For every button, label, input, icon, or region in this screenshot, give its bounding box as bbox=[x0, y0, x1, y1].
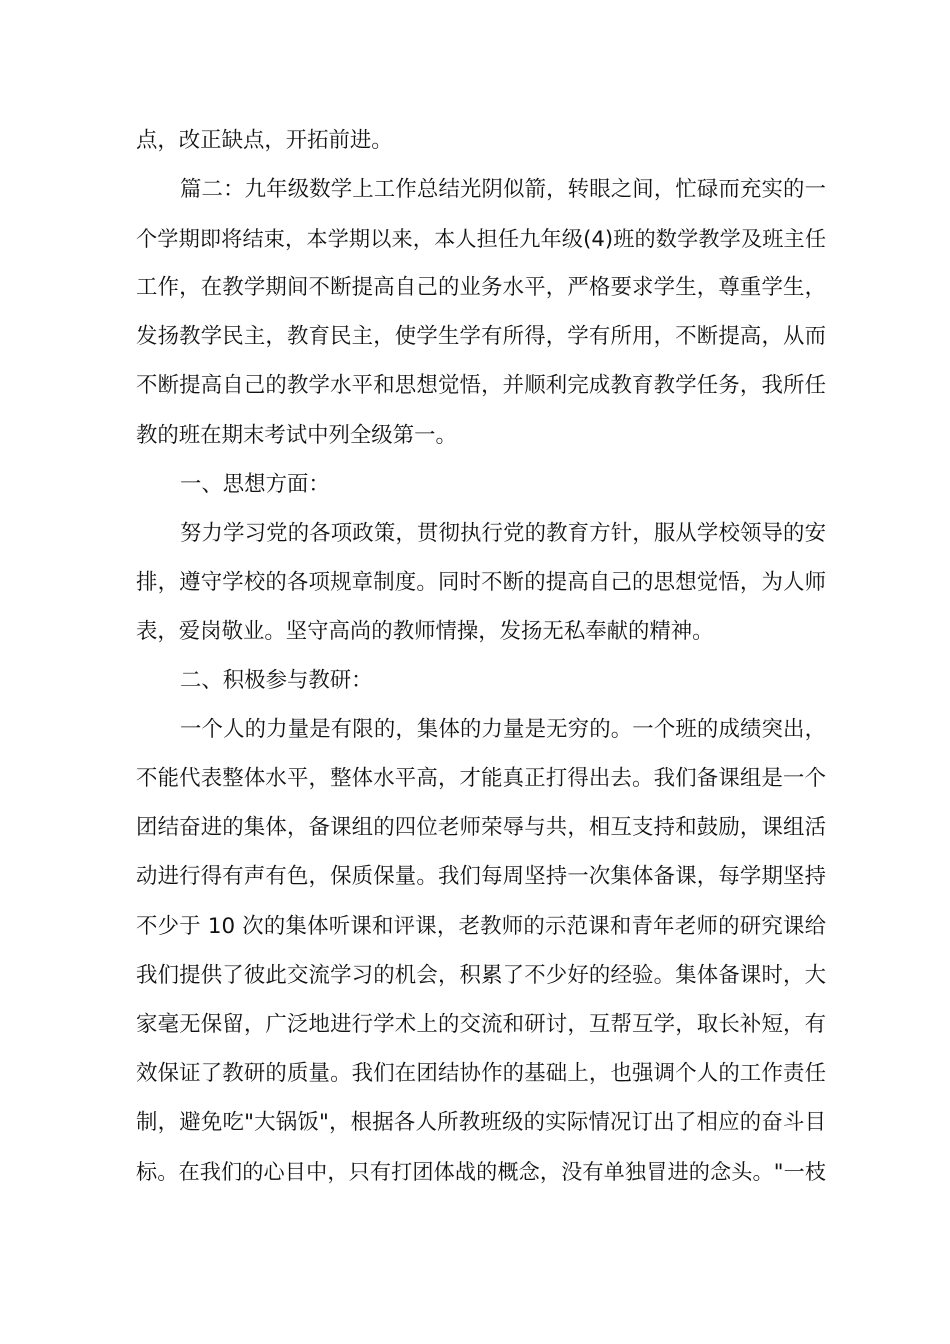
text-line: 个学期即将结束，本学期以来，本人担任九年级(4)班的数学教学及班主任 bbox=[136, 226, 826, 252]
text-line: 标。在我们的心目中，只有打团体战的概念，没有单独冒进的念头。"一枝 bbox=[136, 1158, 826, 1184]
text-line: 二、积极参与教研： bbox=[180, 668, 373, 694]
text-line: 工作，在教学期间不断提高自己的业务水平，严格要求学生，尊重学生， bbox=[136, 275, 826, 301]
text-line: 不能代表整体水平，整体水平高，才能真正打得出去。我们备课组是一个 bbox=[136, 766, 826, 792]
text-line: 不断提高自己的教学水平和思想觉悟，并顺利完成教育教学任务，我所任 bbox=[136, 373, 826, 399]
text-line: 表，爱岗敬业。坚守高尚的教师情操，发扬无私奉献的精神。 bbox=[136, 618, 714, 644]
document-body bbox=[136, 116, 826, 1196]
text-line: 篇二：九年级数学上工作总结光阴似箭，转眼之间，忙碌而充实的一 bbox=[180, 177, 826, 203]
text-line: 一个人的力量是有限的，集体的力量是无穷的。一个班的成绩突出， bbox=[180, 717, 826, 743]
text-line: 发扬教学民主，教育民主，使学生学有所得，学有所用，不断提高，从而 bbox=[136, 324, 826, 350]
text-line: 一、思想方面： bbox=[180, 471, 330, 497]
text-line: 团结奋进的集体，备课组的四位老师荣辱与共，相互支持和鼓励，课组活 bbox=[136, 815, 826, 841]
text-line: 我们提供了彼此交流学习的机会，积累了不少好的经验。集体备课时，大 bbox=[136, 962, 826, 988]
text-line: 家毫无保留，广泛地进行学术上的交流和研讨，互帮互学，取长补短，有 bbox=[136, 1011, 826, 1037]
text-line: 排，遵守学校的各项规章制度。同时不断的提高自己的思想觉悟，为人师 bbox=[136, 569, 826, 595]
text-line: 效保证了教研的质量。我们在团结协作的基础上，也强调个人的工作责任 bbox=[136, 1060, 826, 1086]
text-line: 努力学习党的各项政策，贯彻执行党的教育方针，服从学校领导的安 bbox=[180, 520, 826, 546]
text-line: 不少于 10 次的集体听课和评课，老教师的示范课和青年老师的研究课给 bbox=[136, 913, 826, 939]
text-line: 点，改正缺点，开拓前进。 bbox=[136, 128, 393, 153]
text-line: 动进行得有声有色，保质保量。我们每周坚持一次集体备课，每学期坚持 bbox=[136, 864, 826, 890]
text-line: 制，避免吃"大锅饭"，根据各人所教班级的实际情况订出了相应的奋斗目 bbox=[136, 1109, 826, 1135]
text-line: 教的班在期末考试中列全级第一。 bbox=[136, 422, 457, 448]
